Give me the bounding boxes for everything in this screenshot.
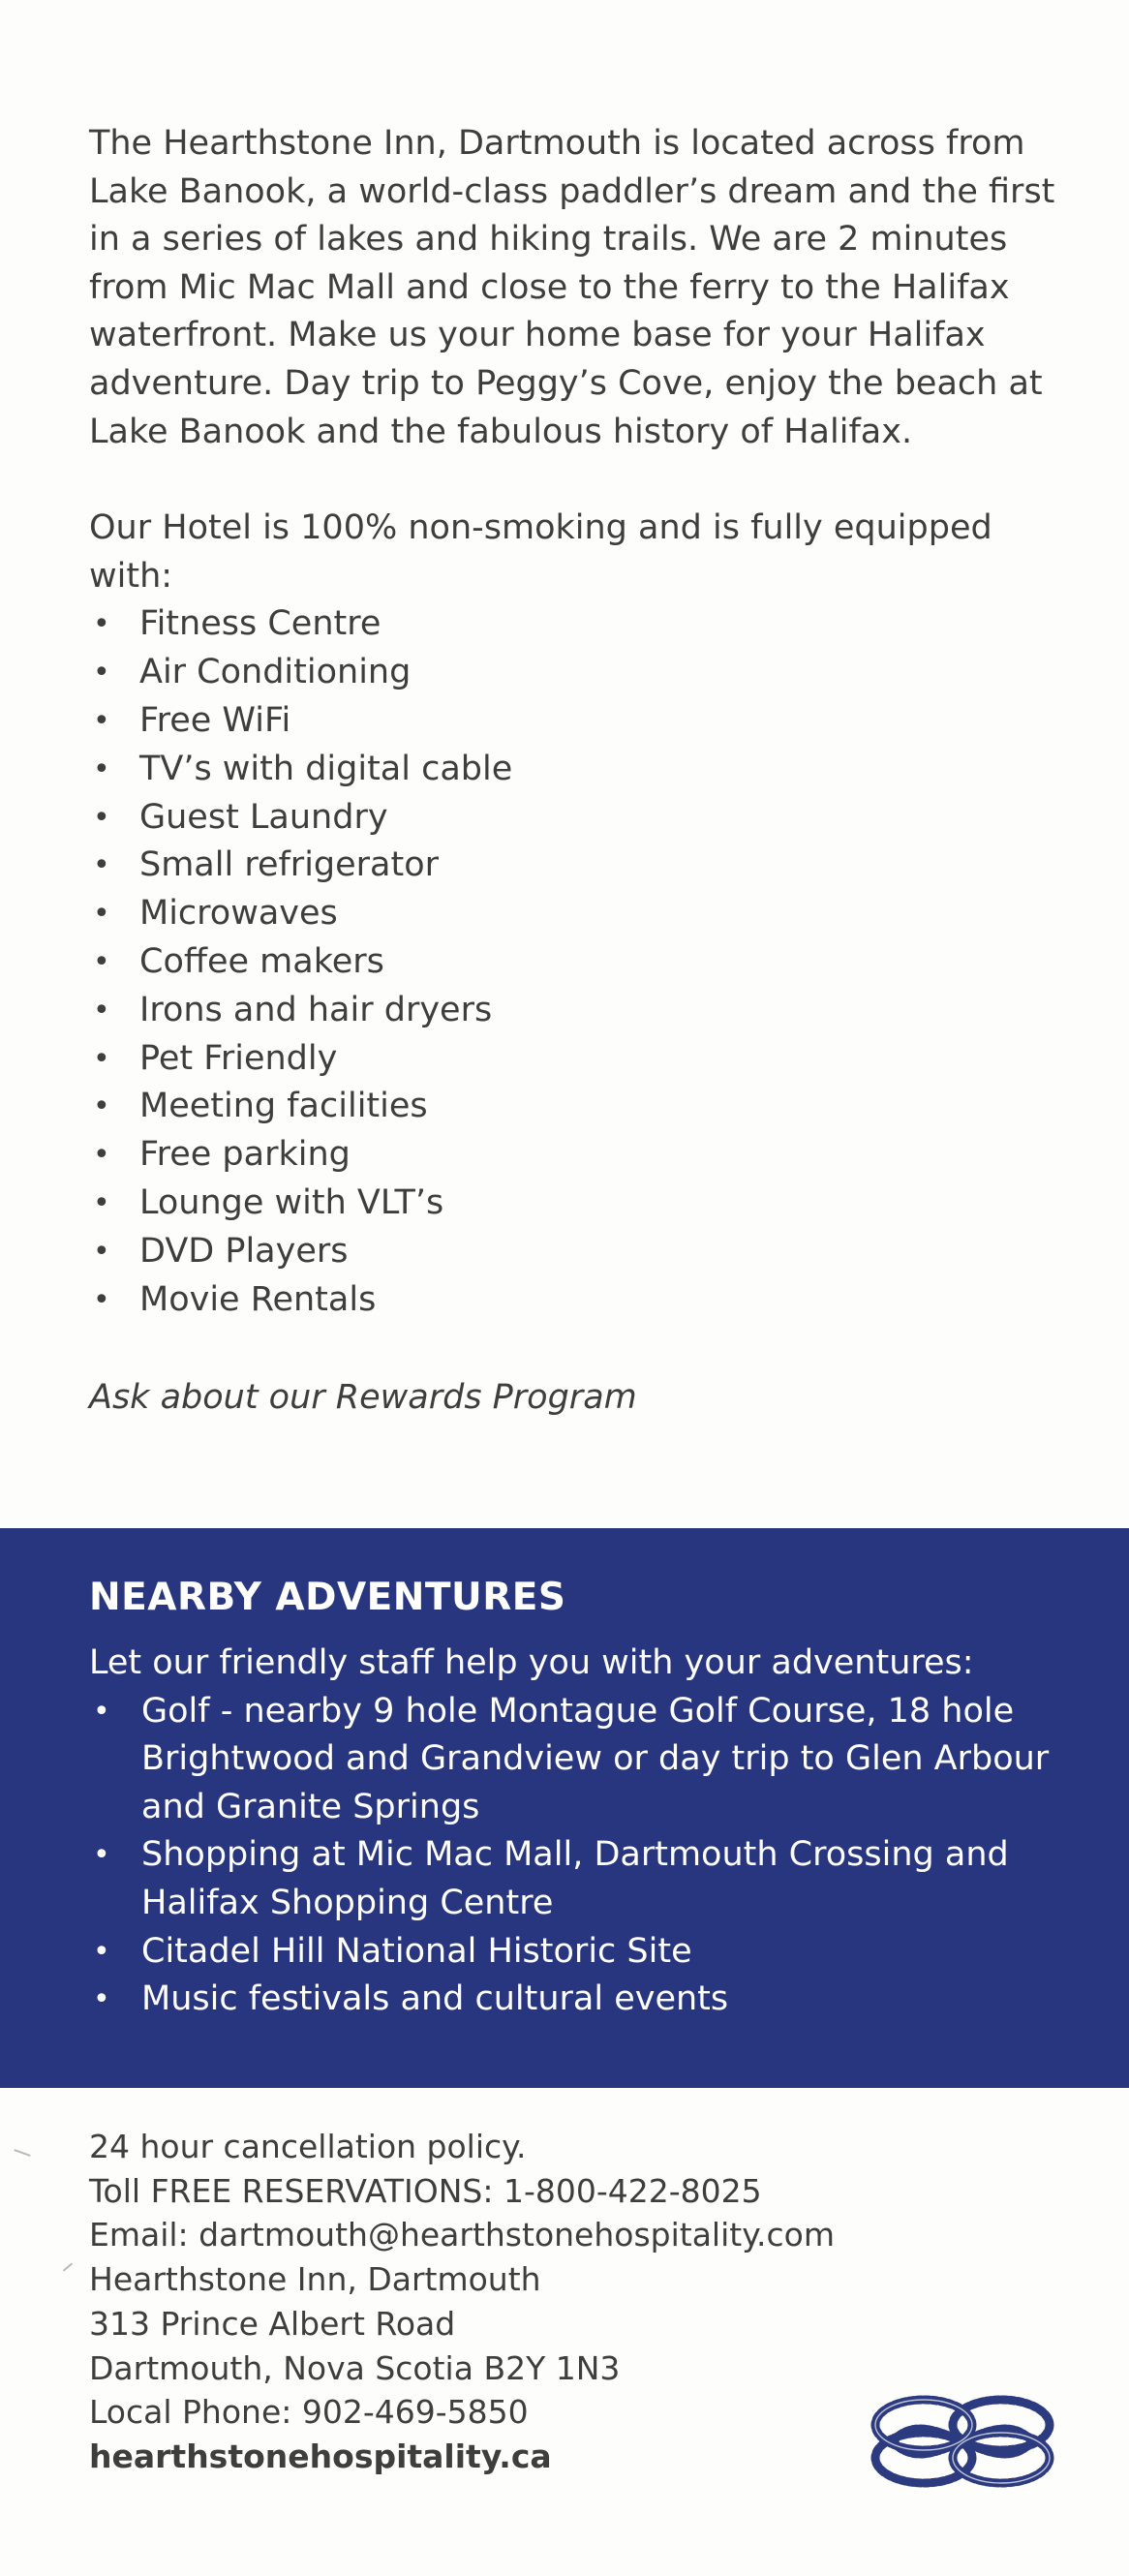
reservations-phone[interactable]: Toll FREE RESERVATIONS: 1-800-422-8025: [89, 2171, 762, 2210]
bullet: •: [93, 656, 110, 690]
list-item: [89, 938, 1057, 987]
adventure-label: Music festivals and cultural events: [141, 1979, 729, 2019]
amenity-label: Microwaves: [139, 894, 338, 934]
amenity-label: Guest Laundry: [139, 797, 388, 837]
list-item: [89, 1831, 1071, 1927]
list-item: [89, 697, 1057, 746]
amenity-label: Lounge with VLT’s: [139, 1182, 444, 1222]
scan-mark: [14, 2149, 31, 2157]
section-title: NEARBY ADVENTURES: [89, 1576, 566, 1619]
list-item: [89, 890, 1057, 938]
amenity-label: Pet Friendly: [139, 1038, 338, 1078]
inn-name: Hearthstone Inn, Dartmouth: [89, 2260, 541, 2299]
list-item: [89, 1083, 1057, 1131]
list-item: [89, 987, 1057, 1035]
adventures-list: [89, 1688, 1106, 2024]
list-item: [89, 649, 1057, 697]
nearby-adventures-section: [0, 1528, 1129, 2088]
list-item: [89, 600, 1057, 649]
amenity-label: Free parking: [139, 1135, 351, 1175]
bullet: •: [93, 751, 110, 786]
bullet: •: [93, 1934, 110, 1969]
list-item: [89, 1035, 1057, 1084]
cancellation-policy: 24 hour cancellation policy.: [89, 2128, 527, 2165]
local-phone[interactable]: Local Phone: 902-469-5850: [89, 2393, 529, 2432]
adventure-label: Shopping at Mic Mac Mall, Dartmouth Crossing and Halifax Shopping Centre: [141, 1835, 1009, 1922]
bullet: •: [93, 897, 110, 932]
bullet: •: [93, 848, 110, 883]
list-item: [89, 1276, 1057, 1325]
website-link[interactable]: hearthstonehospitality.ca: [89, 2437, 552, 2475]
rope-knot-logo-icon: [864, 2388, 1061, 2495]
amenity-label: Fitness Centre: [139, 604, 381, 644]
bullet: •: [93, 944, 110, 979]
bullet: •: [93, 607, 110, 642]
list-item: [89, 1131, 1057, 1180]
list-item: [89, 842, 1057, 890]
section-lead: Let our friendly staff help you with your adventures:: [89, 1643, 974, 1682]
list-item: [89, 1976, 1071, 2024]
bullet: •: [93, 703, 110, 738]
amenities-list: [89, 600, 1057, 1324]
city-address: Dartmouth, Nova Scotia B2Y 1N3: [89, 2348, 621, 2387]
bullet: •: [93, 1694, 110, 1729]
list-item: [89, 794, 1057, 843]
amenity-label: Movie Rentals: [139, 1279, 377, 1319]
rewards-note: Ask about our Rewards Program: [89, 1378, 637, 1418]
amenity-label: Free WiFi: [139, 700, 291, 740]
amenity-label: Irons and hair dryers: [139, 990, 493, 1029]
email-link[interactable]: Email: dartmouth@hearthstonehospitality.com: [89, 2216, 835, 2254]
bullet: •: [93, 993, 110, 1027]
amenity-label: DVD Players: [139, 1231, 349, 1271]
nearby-adventures-content: [89, 1572, 1106, 2024]
list-item: [89, 1928, 1071, 1977]
bullet: •: [93, 1041, 110, 1076]
bullet: •: [93, 1838, 110, 1873]
bullet: •: [93, 1234, 110, 1269]
amenity-label: Coffee makers: [139, 941, 384, 981]
contact-block: [89, 2125, 941, 2479]
equipment-intro: Our Hotel is 100% non-smoking and is fully equipped with:: [89, 508, 992, 596]
bullet: •: [93, 1185, 110, 1220]
bullet: •: [93, 1982, 110, 2017]
list-item: [89, 746, 1057, 794]
amenity-label: TV’s with digital cable: [139, 749, 513, 788]
amenity-label: Air Conditioning: [139, 653, 412, 692]
adventure-label: Citadel Hill National Historic Site: [141, 1931, 692, 1971]
bullet: •: [93, 800, 110, 835]
scan-mark: [63, 2262, 73, 2271]
bullet: •: [93, 1282, 110, 1317]
bullet: •: [93, 1089, 110, 1124]
amenity-label: Small refrigerator: [139, 845, 440, 885]
amenity-label: Meeting facilities: [139, 1087, 428, 1126]
intro-paragraph: The Hearthstone Inn, Dartmouth is located across from Lake Banook, a world-class paddler’s dream and the first in a series of lakes and hiking trails. We are 2 minutes from Mic Mac Mall and close to the ferry to the Halifax waterfront. Make us your home base for your Halifax adventure. Day trip to Peggy’s Cove, enjoy the beach at Lake Banook and the fabulous history of Halifax.: [89, 124, 1055, 451]
adventure-label: Golf - nearby 9 hole Montague Golf Course, 18 hole Brightwood and Grandview or day trip to Glen Arbour and Granite Springs: [141, 1691, 1050, 1826]
list-item: [89, 1688, 1071, 1832]
list-item: [89, 1180, 1057, 1228]
street-address: 313 Prince Albert Road: [89, 2304, 456, 2343]
bullet: •: [93, 1138, 110, 1173]
list-item: [89, 1228, 1057, 1276]
main-content: [89, 120, 1057, 1423]
